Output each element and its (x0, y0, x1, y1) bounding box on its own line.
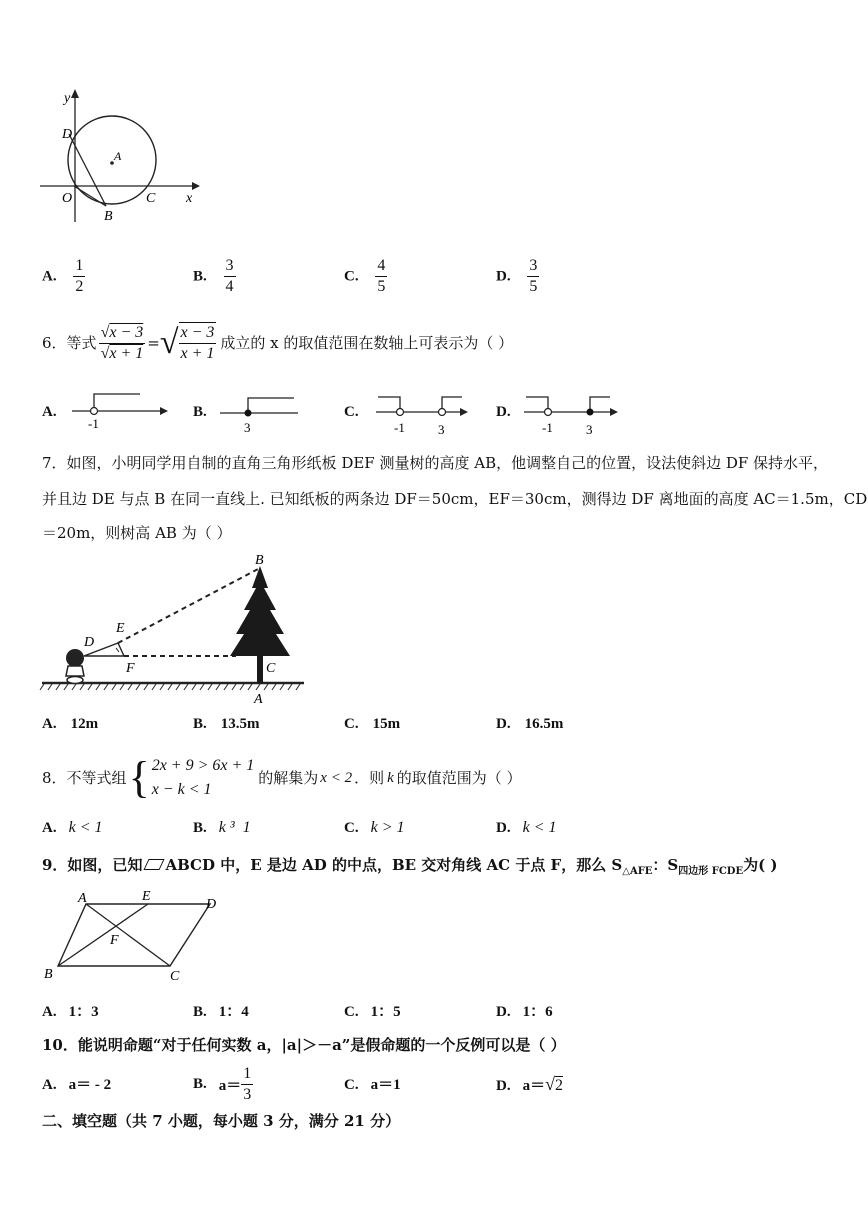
svg-text:B: B (255, 553, 264, 568)
q7-stem-line3: ＝20m，则树高 AB 为（ ） (42, 524, 232, 542)
q6-option-b[interactable]: B. (193, 404, 207, 420)
svg-text:E: E (116, 621, 125, 636)
svg-text:A: A (254, 692, 263, 707)
q10-option-c[interactable]: C. a＝1 (344, 1077, 401, 1093)
q6-option-d[interactable]: D. (496, 404, 511, 420)
q5-option-c[interactable]: C. $\frac{4}{5}$ (344, 257, 386, 295)
q7-option-d[interactable]: D. 16.5m (496, 716, 564, 732)
q9-option-d[interactable]: D. 1：6 (496, 1004, 553, 1020)
q7-tree-figure (38, 548, 308, 708)
q8-option-a[interactable]: A. k < 1 (42, 819, 103, 836)
q6-numberline-d (522, 390, 622, 436)
q6-option-a[interactable]: A. (42, 404, 57, 420)
q10-option-b[interactable]: B. a＝ $\frac{1}{3}$ (193, 1065, 252, 1103)
q6-option-c[interactable]: C. (344, 404, 359, 420)
q6-numberline-a (70, 390, 170, 430)
q9-option-a[interactable]: A. 1：3 (42, 1004, 99, 1020)
q6-lhs-fraction: $\frac{√x - 3}{√x + 1}$ (100, 323, 144, 362)
q6-rhs-fraction: $\frac{x - 3}{x + 1}$ (180, 324, 215, 362)
label-x: x (186, 191, 193, 206)
q6-stem: 6． 等式 $\frac{√x - 3}{√x + 1}$ = √ $\frac{x - 3}{x + 1}$ 成立的 x 的取值范围在数轴上可表示为（ ） (42, 323, 514, 362)
svg-text:F: F (110, 933, 119, 948)
q10-stem: 10．能说明命题“对于任何实数 a，|a|＞－a”是假命题的一个反例可以是（ ） (42, 1036, 566, 1054)
q9-option-b[interactable]: B. 1：4 (193, 1004, 249, 1020)
svg-text:D: D (84, 635, 95, 650)
svg-text:B: B (44, 967, 53, 982)
q7-stem-line2: 并且边 DE 与点 B 在同一直线上. 已知纸板的两条边 DF＝50cm，EF＝30cm，测得边 DF 离地面的高度 AC＝1.5m，CD (42, 490, 868, 508)
q8-option-c[interactable]: C. k > 1 (344, 819, 405, 836)
label-A: A (114, 149, 122, 163)
svg-text:E: E (142, 889, 151, 904)
svg-text:C: C (266, 661, 276, 676)
svg-text:3: 3 (244, 420, 251, 434)
section-2-title: 二、填空题（共 7 小题，每小题 3 分，满分 21 分） (42, 1112, 401, 1130)
q7-option-a[interactable]: A. 12m (42, 716, 99, 732)
q5-option-a[interactable]: A. $\frac{1}{2}$ (42, 257, 84, 295)
q9-option-c[interactable]: C. 1：5 (344, 1004, 401, 1020)
label-y: y (64, 91, 71, 106)
q7-stem-line1: 7．如图，小明同学用自制的直角三角形纸板 DEF 测量树的高度 AB，他调整自己的位置，设法使斜边 DF 保持水平， (42, 454, 829, 472)
q8-system: 2x + 9 > 6x + 1 x − k < 1 (151, 757, 255, 798)
q6-numberline-c (374, 390, 474, 436)
svg-text:-1: -1 (542, 420, 553, 435)
svg-text:-1: -1 (88, 416, 99, 430)
svg-text:A: A (78, 891, 87, 906)
label-B: B (104, 209, 113, 224)
q8-option-b[interactable]: B. k ³ 1 (193, 819, 251, 836)
q7-option-b[interactable]: B. 13.5m (193, 716, 260, 732)
q5-option-d[interactable]: D. $\frac{3}{5}$ (496, 257, 538, 295)
q10-option-a[interactable]: A. a＝ - 2 (42, 1077, 112, 1093)
svg-text:-1: -1 (394, 420, 405, 435)
q10-option-d[interactable]: D. a＝√2 (496, 1074, 563, 1094)
parallelogram-icon (144, 859, 165, 870)
q9-parallelogram-figure (38, 886, 228, 982)
svg-text:3: 3 (586, 422, 593, 436)
q7-option-c[interactable]: C. 15m (344, 716, 401, 732)
svg-text:F: F (126, 661, 135, 676)
svg-text:3: 3 (438, 422, 445, 436)
q9-stem: 9．如图，已知 ABCD 中，E 是边 AD 的中点，BE 交对角线 AC 于点 F，那么 $S_{\triangle AFE}$：$S_{四边形 FCDE}$为( ) (42, 856, 778, 877)
svg-text:D: D (206, 897, 217, 912)
q5-circle-figure (36, 86, 206, 226)
q6-numberline-b (218, 390, 308, 434)
label-C: C (146, 191, 156, 206)
label-O: O (62, 191, 73, 206)
label-D: D (62, 127, 73, 142)
svg-text:C: C (170, 969, 180, 982)
q8-stem: 8． 不等式组 { 2x + 9 > 6x + 1 x − k < 1 的解集为 x < 2 ．则 k 的取值范围为（ ） (42, 753, 522, 802)
q5-option-b[interactable]: B. $\frac{3}{4}$ (193, 257, 234, 295)
q8-option-d[interactable]: D. k < 1 (496, 819, 557, 836)
